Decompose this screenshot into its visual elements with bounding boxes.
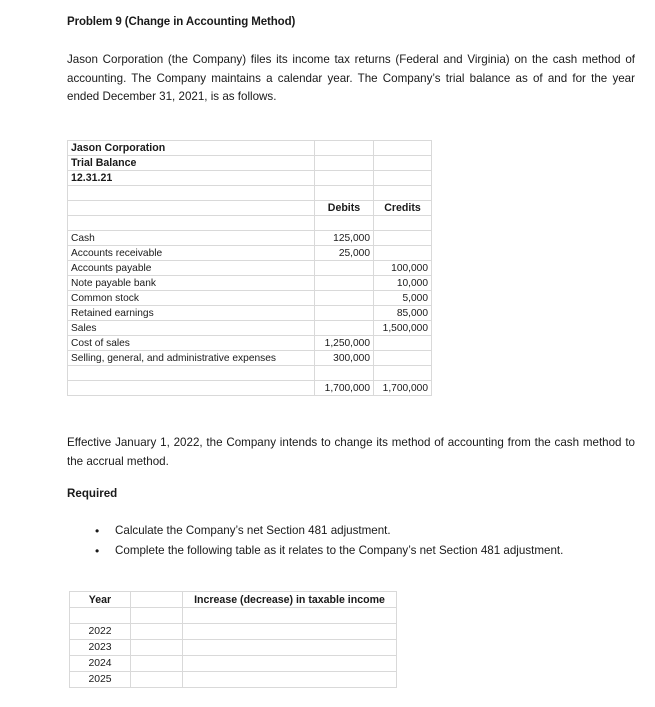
middle-value[interactable] [131, 624, 183, 640]
totals-label [68, 381, 315, 396]
account-label: Accounts payable [68, 261, 315, 276]
year-value: 2025 [70, 672, 131, 688]
account-label: Common stock [68, 291, 315, 306]
debit-value: 300,000 [315, 351, 374, 366]
table-row-spacer [68, 216, 432, 231]
bullet-icon: • [95, 544, 100, 558]
list-item-label: Complete the following table as it relates to the Company’s net Section 481 adjustment. [115, 544, 564, 557]
middle-value[interactable] [131, 672, 183, 688]
column-header-year: Year [70, 592, 131, 608]
increase-value[interactable] [183, 624, 397, 640]
credit-value: 85,000 [374, 306, 432, 321]
credit-value [374, 351, 432, 366]
table-row [68, 336, 432, 351]
empty-cell [315, 141, 374, 156]
empty-cell [131, 608, 183, 624]
increase-value[interactable] [183, 672, 397, 688]
debit-value: 125,000 [315, 231, 374, 246]
credit-value: 100,000 [374, 261, 432, 276]
credit-value: 5,000 [374, 291, 432, 306]
empty-cell [374, 216, 432, 231]
empty-cell [315, 216, 374, 231]
column-header-increase: Increase (decrease) in taxable income [183, 592, 397, 608]
column-header-debits: Debits [315, 201, 374, 216]
table-row [70, 672, 397, 688]
table-row [68, 291, 432, 306]
table-row [68, 246, 432, 261]
table-row [68, 231, 432, 246]
credit-value [374, 231, 432, 246]
middle-value[interactable] [131, 656, 183, 672]
table-row-spacer [70, 608, 397, 624]
column-header-middle [131, 592, 183, 608]
empty-cell [68, 216, 315, 231]
table-row-spacer [68, 186, 432, 201]
empty-cell [374, 186, 432, 201]
required-heading: Required [67, 487, 118, 500]
table-row [68, 321, 432, 336]
bullet-icon: • [95, 524, 100, 538]
list-item [67, 521, 635, 541]
table-row [68, 306, 432, 321]
table-row-spacer [68, 366, 432, 381]
credit-value [374, 246, 432, 261]
debit-value [315, 321, 374, 336]
list-item [67, 541, 635, 561]
totals-credit: 1,700,000 [374, 381, 432, 396]
column-header-credits: Credits [374, 201, 432, 216]
increase-value[interactable] [183, 640, 397, 656]
middle-value[interactable] [131, 640, 183, 656]
totals-debit: 1,700,000 [315, 381, 374, 396]
empty-cell [70, 608, 131, 624]
table-header-row [68, 201, 432, 216]
empty-cell [315, 156, 374, 171]
empty-cell [374, 141, 432, 156]
table-row [68, 141, 432, 156]
table-row [68, 351, 432, 366]
empty-cell [68, 201, 315, 216]
empty-cell [68, 186, 315, 201]
table-row [70, 656, 397, 672]
list-item-label: Calculate the Company’s net Section 481 adjustment. [115, 524, 391, 537]
table-row [70, 640, 397, 656]
effective-date-paragraph: Effective January 1, 2022, the Company intends to change its method of accounting from the cash method to the accrual method. [67, 436, 635, 468]
intro-paragraph: Jason Corporation (the Company) files its income tax returns (Federal and Virginia) on the cash method of accounting. The Company maintains a calendar year. The Company’s trial balance as of and for the year ended December 31, 2021, is as follows. [67, 53, 635, 103]
debit-value: 25,000 [315, 246, 374, 261]
credit-value: 1,500,000 [374, 321, 432, 336]
table-row [68, 276, 432, 291]
year-value: 2022 [70, 624, 131, 640]
increase-value[interactable] [183, 656, 397, 672]
statement-date-cell: 12.31.21 [68, 171, 315, 186]
debit-value [315, 261, 374, 276]
table-totals-row [68, 381, 432, 396]
empty-cell [315, 366, 374, 381]
year-adjustment-table [69, 591, 397, 688]
trial-balance-table [67, 140, 432, 396]
table-header-row [70, 592, 397, 608]
empty-cell [315, 171, 374, 186]
debit-value [315, 306, 374, 321]
debit-value [315, 276, 374, 291]
empty-cell [374, 156, 432, 171]
credit-value: 10,000 [374, 276, 432, 291]
account-label: Accounts receivable [68, 246, 315, 261]
empty-cell [68, 366, 315, 381]
company-name-cell: Jason Corporation [68, 141, 315, 156]
account-label: Note payable bank [68, 276, 315, 291]
empty-cell [183, 608, 397, 624]
debit-value [315, 291, 374, 306]
account-label: Sales [68, 321, 315, 336]
account-label: Retained earnings [68, 306, 315, 321]
account-label: Cash [68, 231, 315, 246]
table-row [68, 261, 432, 276]
debit-value: 1,250,000 [315, 336, 374, 351]
empty-cell [315, 186, 374, 201]
year-value: 2024 [70, 656, 131, 672]
account-label: Cost of sales [68, 336, 315, 351]
statement-name-cell: Trial Balance [68, 156, 315, 171]
table-row [68, 156, 432, 171]
table-row [68, 171, 432, 186]
year-value: 2023 [70, 640, 131, 656]
empty-cell [374, 366, 432, 381]
table-row [70, 624, 397, 640]
credit-value [374, 336, 432, 351]
account-label: Selling, general, and administrative expenses [68, 351, 315, 366]
empty-cell [374, 171, 432, 186]
page-title: Problem 9 (Change in Accounting Method) [67, 16, 296, 28]
required-bullet-list [67, 521, 635, 561]
